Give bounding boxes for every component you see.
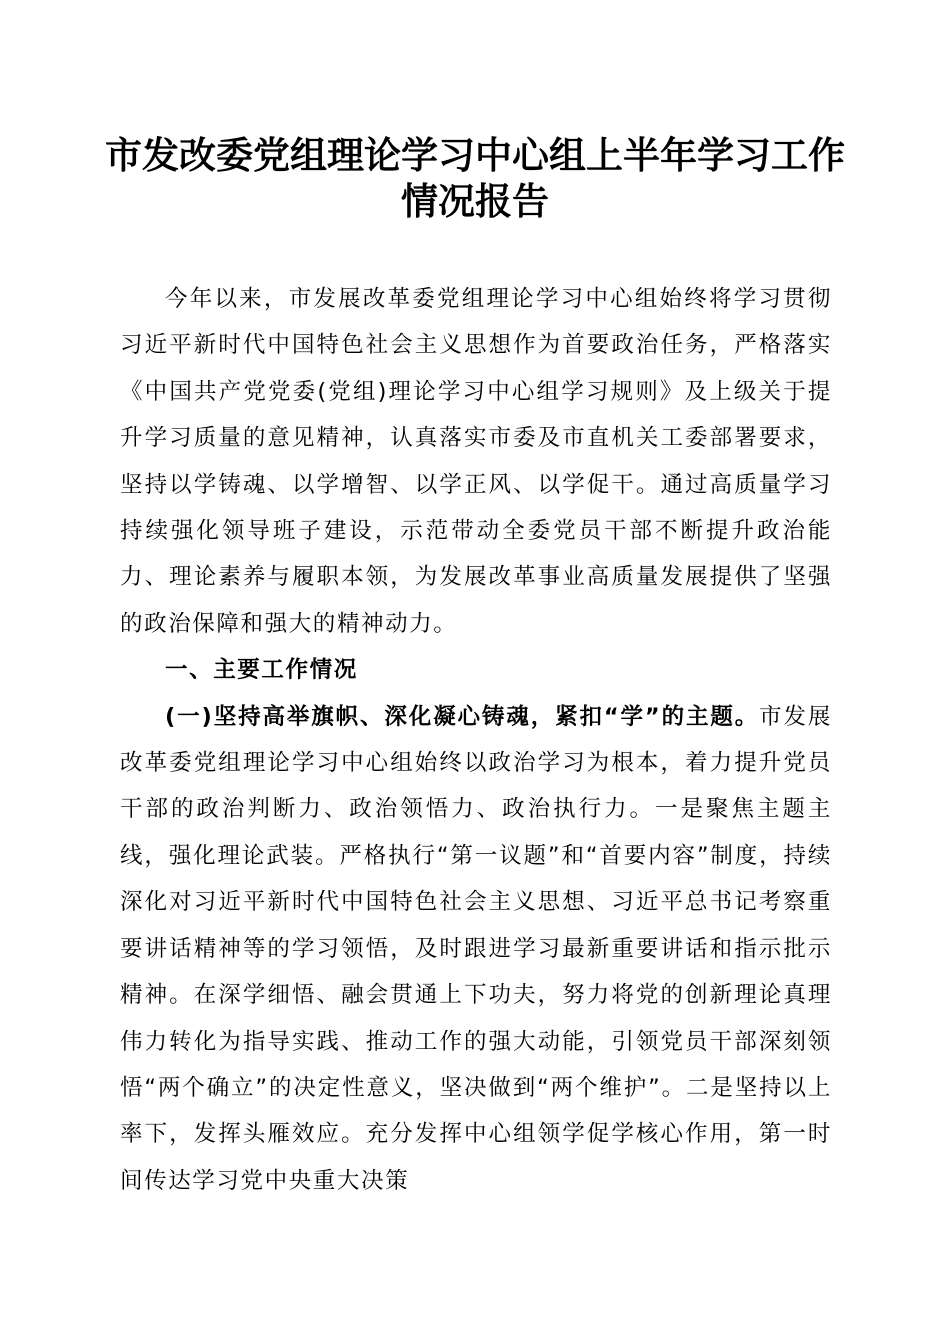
title-line-1: 市发改委党组理论学习中心组上半年学习工作 <box>105 133 845 177</box>
section-heading-main-work: 一、主要工作情况 <box>165 657 358 684</box>
title-line-2: 情况报告 <box>401 179 549 223</box>
document-title <box>100 132 850 224</box>
intro-paragraph: 今年以来，市发展改革委党组理论学习中心组始终将学习贯彻习近平新时代中国特色社会主义思想作为首要政治任务，严格落实《中国共产党党委(党组)理论学习中心组学习规则》及上级关于提升学习质量的意见精神，认真落实市委及市直机关工委部署要求，坚持以学铸魂、以学增智、以学正风、以学促干。通过高质量学习持续强化领导班子建设，示范带动全委党员干部不断提升政治能力、理论素养与履职本领，为发展改革事业高质量发展提供了坚强的政治保障和强大的精神动力。 <box>120 286 832 637</box>
sub-heading-1: (一)坚持高举旗帜、深化凝心铸魂，紧扣“学”的主题。 <box>165 703 760 730</box>
section-1-paragraph-1 <box>120 694 832 1204</box>
sub-paragraph-1-body: 市发展改革委党组理论学习中心组始终以政治学习为根本，着力提升党员干部的政治判断力、政治领悟力、政治执行力。一是聚焦主题主线，强化理论武装。严格执行“第一议题”和“首要内容”制度，持续深化对习近平新时代中国特色社会主义思想、习近平总书记考察重要讲话精神等的学习领悟，及时跟进学习最新重要讲话和指示批示精神。在深学细悟、融会贯通上下功夫，努力将党的创新理论真理伟力转化为指导实践、推动工作的强大动能，引领党员干部深刻领悟“两个确立”的决定性意义，坚决做到“两个维护”。二是坚持以上率下，发挥头雁效应。充分发挥中心组领学促学核心作用，第一时间传达学习党中央重大决策 <box>120 703 832 1194</box>
document-body <box>120 276 832 1204</box>
